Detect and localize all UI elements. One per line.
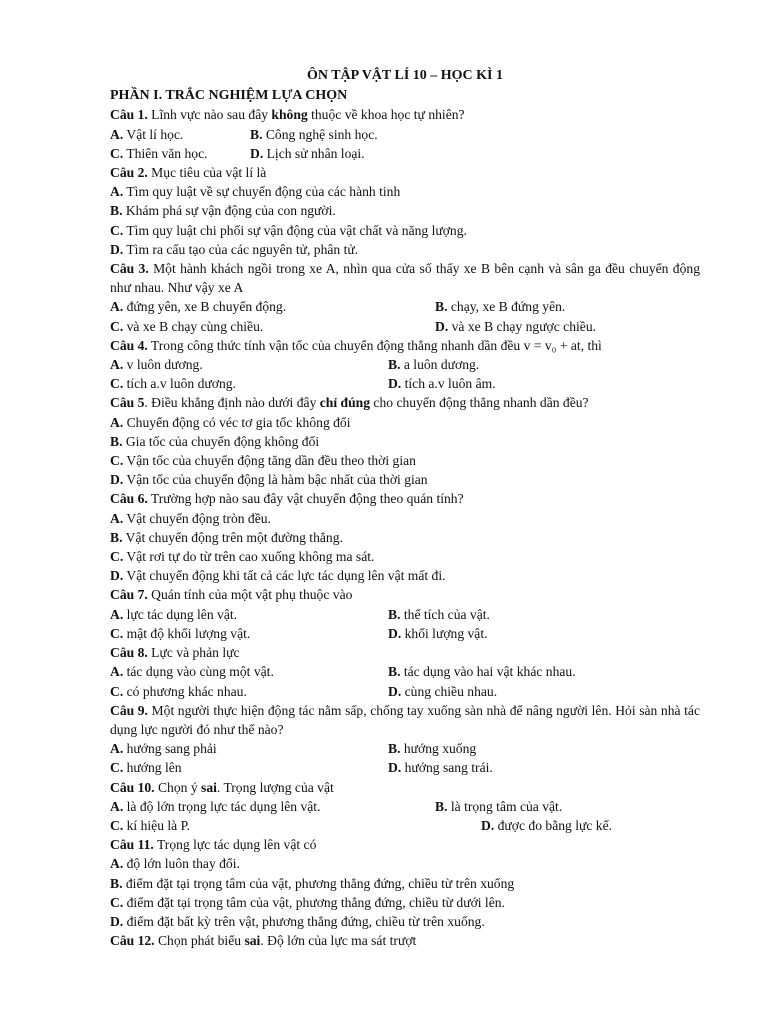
q5-option-a: A. Chuyển động có véc tơ gia tốc không đổi <box>110 414 351 430</box>
q1-option-c: C. Thiên văn học. <box>110 145 208 161</box>
q3-option-d: D. và xe B chạy ngược chiều. <box>435 318 597 334</box>
question-9: Câu 9. Một người thực hiện động tác nằm sấp, chống tay xuống sàn nhà để nâng người lên. Hỏi sàn nhà tác dụng lực người đó như thế nào? <box>110 702 700 737</box>
question-4: Câu 4. Trong công thức tính vận tốc của chuyển động thẳng nhanh dần đều v = v₀ + at, thì <box>110 337 602 353</box>
question-3: Câu 3. Một hành khách ngồi trong xe A, nhìn qua cửa số thấy xe B bên cạnh và sân ga đều chuyển động như nhau. Như vậy xe A <box>110 261 700 296</box>
question-7: Câu 7. Quán tính của một vật phụ thuộc vào <box>110 587 353 603</box>
q8-option-b: B. tác dụng vào hai vật khác nhau. <box>388 664 576 680</box>
question-10: Câu 10. Chọn ý sai. Trọng lượng của vật <box>110 779 334 795</box>
q10-option-c: C. kí hiệu là P. <box>110 817 191 833</box>
q4-option-b: B. a luôn dương. <box>388 357 480 373</box>
q10-options-row-2 <box>110 816 700 835</box>
q1-option-d: D. Lịch sử nhân loại. <box>250 145 365 161</box>
q9-option-d: D. hướng sang trái. <box>388 760 493 776</box>
question-8: Câu 8. Lực và phản lực <box>110 645 240 661</box>
q2-option-c: C. Tìm quy luật chi phối sự vận động của vật chất và năng lượng. <box>110 222 467 238</box>
q9-option-a: A. hướng sang phải <box>110 741 217 757</box>
q4-options-row-1 <box>110 355 700 374</box>
q5-option-b: B. Gia tốc của chuyển động không đổi <box>110 433 320 449</box>
q8-option-d: D. cùng chiều nhau. <box>388 683 498 699</box>
q6-option-d: D. Vật chuyển động khi tất cả các lực tác dụng lên vật mất đi. <box>110 568 446 584</box>
question-2: Câu 2. Mục tiêu của vật lí là <box>110 165 267 181</box>
q7-options-row-2 <box>110 624 700 643</box>
q2-option-b: B. Khám phá sự vận động của con người. <box>110 203 336 219</box>
q5-option-d: D. Vận tốc của chuyển động là hàm bậc nhất của thời gian <box>110 472 428 488</box>
q9-option-c: C. hướng lên <box>110 760 182 776</box>
q7-option-a: A. lực tác dụng lên vật. <box>110 606 238 622</box>
q4-options-row-2 <box>110 374 700 393</box>
q1-option-a: A. Vật lí học. <box>110 126 184 142</box>
q1-options-row-2 <box>110 144 700 163</box>
q6-option-b: B. Vật chuyển động trên một đường thẳng. <box>110 529 343 545</box>
q11-option-c: C. điểm đặt tại trọng tâm của vật, phương thẳng đứng, chiều từ dưới lên. <box>110 894 505 910</box>
q7-option-c: C. mật độ khối lượng vật. <box>110 625 251 641</box>
question-11: Câu 11. Trọng lực tác dụng lên vật có <box>110 837 317 853</box>
q9-options-row-2 <box>110 758 700 777</box>
q10-options-row-1 <box>110 797 700 816</box>
q3-option-c: C. và xe B chạy cùng chiều. <box>110 318 264 334</box>
q4-option-a: A. v luôn dương. <box>110 357 203 373</box>
q10-option-d: D. được đo bằng lực kế. <box>481 817 613 833</box>
q7-options-row-1 <box>110 605 700 624</box>
question-1: Câu 1. Lĩnh vực nào sau đây không thuộc về khoa học tự nhiên? <box>110 107 465 123</box>
q8-option-a: A. tác dụng vào cùng một vật. <box>110 664 274 680</box>
q9-option-b: B. hướng xuống <box>388 741 477 757</box>
q3-options-row-1 <box>110 297 700 316</box>
q11-option-a: A. độ lớn luôn thay đổi. <box>110 856 240 872</box>
q8-options-row-1 <box>110 662 700 681</box>
document-title: ÔN TẬP VẬT LÍ 10 – HỌC KÌ 1 <box>306 68 504 83</box>
q7-option-d: D. khối lượng vật. <box>388 625 488 641</box>
question-6: Câu 6. Trường hợp nào sau đây vật chuyển động theo quán tính? <box>110 491 464 507</box>
q11-option-b: B. điểm đặt tại trọng tâm của vật, phương thẳng đứng, chiều từ trên xuống <box>110 875 515 891</box>
q7-option-b: B. thể tích của vật. <box>388 606 490 622</box>
q5-option-c: C. Vận tốc của chuyển động tăng dần đều theo thời gian <box>110 453 416 469</box>
q3-option-b: B. chạy, xe B đứng yên. <box>435 299 566 315</box>
question-5: Câu 5. Điều khẳng định nào dưới đây chỉ đúng cho chuyển động thẳng nhanh dần đều? <box>110 395 589 411</box>
q8-option-c: C. có phương khác nhau. <box>110 683 247 699</box>
document-page <box>110 66 700 950</box>
q8-options-row-2 <box>110 682 700 701</box>
q4-option-c: C. tích a.v luôn dương. <box>110 376 236 392</box>
q2-option-a: A. Tìm quy luật về sự chuyển động của các hành tinh <box>110 184 401 200</box>
q6-option-c: C. Vật rơi tự do từ trên cao xuống không ma sát. <box>110 549 375 565</box>
question-12: Câu 12. Chọn phát biểu sai. Độ lớn của lực ma sát trượt <box>110 933 417 949</box>
q1-option-b: B. Công nghệ sinh học. <box>250 126 378 142</box>
q3-options-row-2 <box>110 317 700 336</box>
q11-option-d: D. điểm đặt bất kỳ trên vật, phương thẳng đứng, chiều từ trên xuống. <box>110 913 485 929</box>
q10-option-a: A. là độ lớn trọng lực tác dụng lên vật. <box>110 798 321 814</box>
q6-option-a: A. Vật chuyển động tròn đều. <box>110 510 271 526</box>
q3-option-a: A. đứng yên, xe B chuyển động. <box>110 299 287 315</box>
q2-option-d: D. Tìm ra cấu tạo của các nguyên tử, phân tử. <box>110 241 359 257</box>
q9-options-row-1 <box>110 739 700 758</box>
q10-option-b: B. là trọng tâm của vật. <box>435 798 563 814</box>
q1-options-row-1 <box>110 125 700 144</box>
q4-option-d: D. tích a.v luôn âm. <box>388 376 496 392</box>
section-heading: PHẦN I. TRẮC NGHIỆM LỰA CHỌN <box>110 88 348 104</box>
